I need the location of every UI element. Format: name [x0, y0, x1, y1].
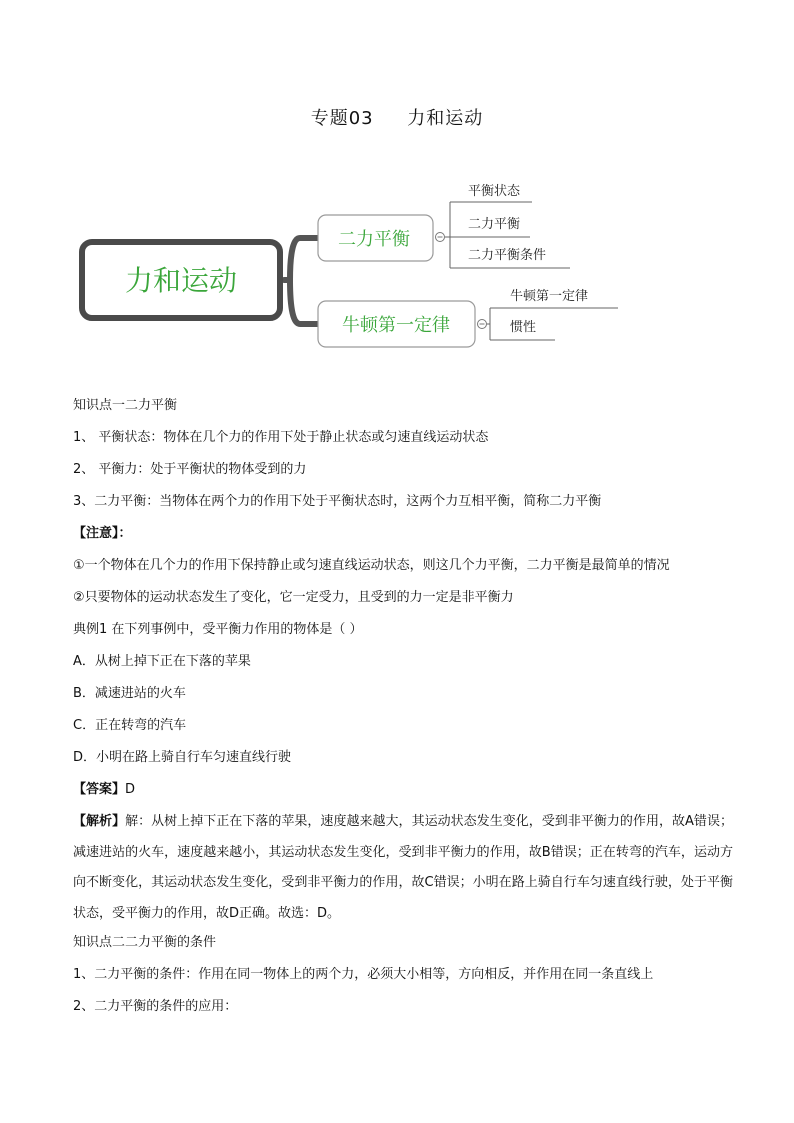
- option-a: A．从树上掉下正在下落的苹果: [73, 654, 251, 669]
- root-label: 力和运动: [124, 264, 238, 297]
- leaf-1-2: 二力平衡: [468, 217, 521, 232]
- mind-map: [0, 0, 794, 360]
- branch-2-leaf-connector: [487, 308, 618, 340]
- document-body: [73, 396, 733, 1029]
- leaf-1-1: 平衡状态: [468, 184, 521, 199]
- leaf-2-1: 牛顿第一定律: [510, 289, 589, 304]
- kp1-item-2: 2、 平衡力：处于平衡状的物体受到的力: [73, 462, 307, 477]
- analysis-text: 解：从树上掉下正在下落的苹果，速度越来越大，其运动状态发生变化，受到非平衡力的作用，故A错误；减速进站的火车，速度越来越小，其运动状态发生变化，受到非平衡力的作用，故B错误；正在转弯的汽车，运动方向不断变化，其运动状态发生变化，受到非平衡力的作用，故C错误；小明在路上骑自行车匀速直线行驶，处于平衡状态，受平衡力的作用，故D正确。故选：D。: [73, 814, 733, 921]
- page-title: 专题03 力和运动: [310, 108, 484, 129]
- leaf-2-2: 惯性: [510, 320, 537, 335]
- leaf-1-3: 二力平衡条件: [468, 248, 547, 263]
- example-1-question: 典例1 在下列事例中，受平衡力作用的物体是（ ）: [73, 622, 363, 637]
- option-b: B．减速进站的火车: [73, 686, 186, 701]
- answer-label: 【答案】: [73, 782, 126, 797]
- kp2-item-2: 2、二力平衡的条件的应用：: [73, 999, 238, 1014]
- branch-label-2: 牛顿第一定律: [342, 315, 450, 336]
- analysis-paragraph: [73, 807, 733, 933]
- branch-label-1: 二力平衡: [338, 229, 410, 250]
- note-label: 【注意】：: [73, 526, 132, 541]
- kp1-title: 知识点一二力平衡: [73, 398, 178, 413]
- option-d: D．小明在路上骑自行车匀速直线行驶: [73, 750, 292, 765]
- note-2: ②只要物体的运动状态发生了变化，它一定受力，且受到的力一定是非平衡力: [73, 590, 514, 605]
- kp1-item-3: 3、二力平衡：当物体在两个力的作用下处于平衡状态时，这两个力互相平衡，简称二力平衡: [73, 494, 602, 509]
- root-connector: [284, 238, 318, 324]
- note-1: ①一个物体在几个力的作用下保持静止或匀速直线运动状态，则这几个力平衡，二力平衡是最简单的情况: [73, 558, 670, 573]
- kp2-title: 知识点二二力平衡的条件: [73, 935, 217, 950]
- option-c: C．正在转弯的汽车: [73, 718, 187, 733]
- analysis-label: 【解析】: [73, 814, 126, 829]
- kp1-item-1: 1、 平衡状态：物体在几个力的作用下处于静止状态或匀速直线运动状态: [73, 430, 489, 445]
- kp2-item-1: 1、二力平衡的条件：作用在同一物体上的两个力，必须大小相等，方向相反，并作用在同一条直线上: [73, 967, 654, 982]
- answer-value: D: [125, 782, 136, 797]
